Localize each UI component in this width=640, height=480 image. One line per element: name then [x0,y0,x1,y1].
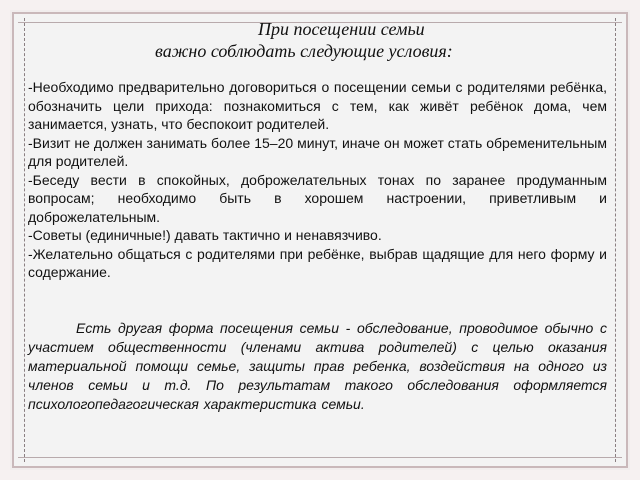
condition-item: -Желательно общаться с родителями при ребёнке, выбрав щадящие для него форму и содержание. [28,245,607,280]
slide-content [28,18,607,414]
condition-item: -Необходимо предварительно договориться о посещении семьи с родителями ребёнка, обозначить цели прихода: познакомиться с тем, как живёт ребёнок дома, чем занимается, узнать, что беспокоит родителей. [28,79,607,132]
conditions-list [28,78,607,282]
frame-rule-left [24,18,25,462]
outro-paragraph: Есть другая форма посещения семьи - обследование, проводимое обычно с участием общественности (членами актива родителей) с целью оказания материальной помощи семье, защиты прав ребенка, воздействия на одного из членов семьи и т.д. По результатам такого обследования оформляется психологопедагогическая характеристика семьи. [28,319,607,412]
condition-item: -Советы (единичные!) давать тактично и ненавязчиво. [28,227,382,243]
heading-line-1: При посещении семьи [258,19,425,39]
heading-line-2: важно соблюдать следующие условия: [155,41,453,61]
frame-rule-right [615,18,616,462]
frame-rule-bottom [18,457,622,458]
condition-item: -Визит не должен занимать более 15–20 минут, иначе он может стать обременительным для родителей. [28,134,607,169]
condition-item: -Беседу вести в спокойных, доброжелательных тонах по заранее продуманным вопросам; необходимо быть в хорошем настроении, приветливым и доброжелательным. [28,171,607,225]
